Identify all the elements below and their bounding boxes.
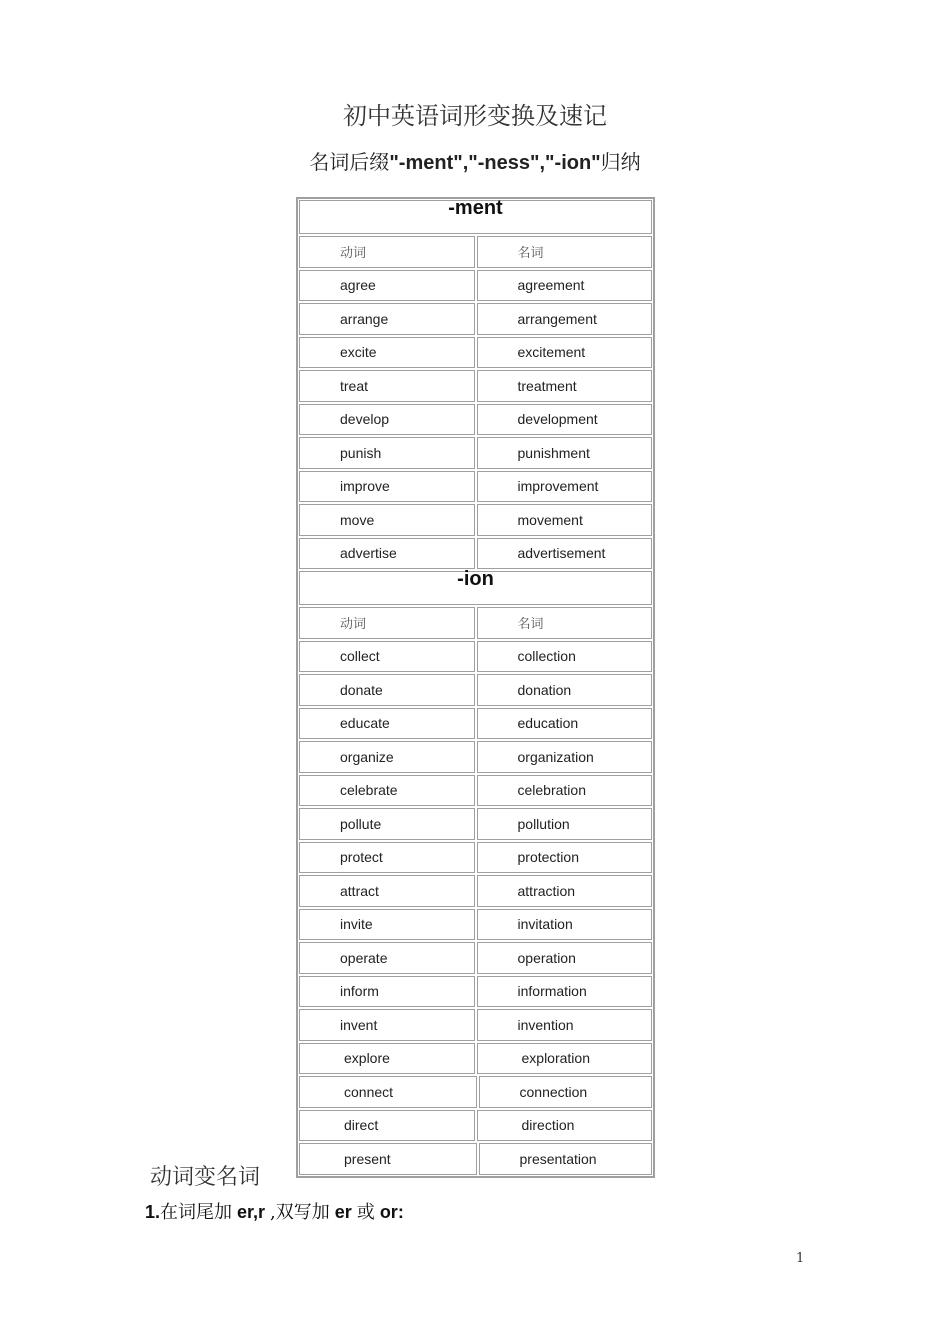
noun-cell: punishment — [477, 437, 653, 469]
noun-cell: donation — [477, 674, 653, 706]
noun-cell: information — [477, 976, 653, 1008]
table-row — [298, 1075, 653, 1109]
word-form-table — [296, 197, 655, 1178]
page-title: 初中英语词形变换及速记 — [343, 102, 607, 130]
table-row — [298, 403, 653, 437]
verb-cell: organize — [299, 741, 475, 773]
rule-text: ,双写加 — [270, 1202, 330, 1223]
subtitle-prefix: 名词后缀 — [309, 150, 390, 174]
table-header-row — [298, 606, 653, 640]
verb-cell: educate — [299, 708, 475, 740]
verb-cell: collect — [299, 641, 475, 673]
noun-cell: operation — [477, 942, 653, 974]
verb-cell: improve — [299, 471, 475, 503]
column-header-noun: 名词 — [477, 236, 653, 268]
verb-cell: present — [299, 1143, 477, 1175]
verb-cell: move — [299, 504, 475, 536]
rule-text: er — [329, 1202, 357, 1222]
noun-cell: attraction — [477, 875, 653, 907]
verb-cell: excite — [299, 337, 475, 369]
column-header-verb: 动词 — [299, 236, 475, 268]
column-header-verb: 动词 — [299, 607, 475, 639]
noun-cell: exploration — [477, 1043, 653, 1075]
table-row — [298, 369, 653, 403]
verb-cell: develop — [299, 404, 475, 436]
verb-cell: agree — [299, 270, 475, 302]
table-row — [298, 640, 653, 674]
column-header-noun: 名词 — [477, 607, 653, 639]
noun-cell: agreement — [477, 270, 653, 302]
noun-cell: collection — [477, 641, 653, 673]
verb-cell: direct — [299, 1110, 475, 1142]
verb-cell: punish — [299, 437, 475, 469]
table-row — [298, 841, 653, 875]
verb-cell: treat — [299, 370, 475, 402]
page-number: 1 — [796, 1251, 805, 1266]
noun-cell: education — [477, 708, 653, 740]
table-header-row — [298, 235, 653, 269]
rule-text: 在词尾加 — [160, 1202, 233, 1223]
table-row — [298, 807, 653, 841]
table-row — [298, 874, 653, 908]
section-heading-verb-to-noun: 动词变名词 — [150, 1165, 261, 1190]
rule-text: 或 — [356, 1202, 375, 1223]
noun-cell: direction — [477, 1110, 653, 1142]
verb-cell: inform — [299, 976, 475, 1008]
table-row — [298, 908, 653, 942]
subtitle-suffix-end: 归纳 — [600, 150, 641, 174]
verb-cell: connect — [299, 1076, 477, 1108]
verb-cell: donate — [299, 674, 475, 706]
verb-cell: invite — [299, 909, 475, 941]
rule-text: er,r — [232, 1202, 271, 1222]
verb-cell: operate — [299, 942, 475, 974]
noun-cell: organization — [477, 741, 653, 773]
section-heading-ment: -ment — [299, 200, 652, 234]
rule-line — [145, 1198, 404, 1224]
table-row — [298, 1109, 653, 1143]
table-row — [298, 436, 653, 470]
table-row — [298, 1008, 653, 1042]
verb-cell: invent — [299, 1009, 475, 1041]
noun-cell: protection — [477, 842, 653, 874]
table-row — [298, 941, 653, 975]
table-row — [298, 470, 653, 504]
table-row — [298, 673, 653, 707]
noun-cell: connection — [479, 1076, 653, 1108]
page-subtitle — [0, 146, 950, 175]
table-row — [298, 537, 653, 571]
verb-cell: protect — [299, 842, 475, 874]
table-row — [298, 774, 653, 808]
table-row — [298, 1142, 653, 1176]
noun-cell: pollution — [477, 808, 653, 840]
verb-cell: celebrate — [299, 775, 475, 807]
noun-cell: celebration — [477, 775, 653, 807]
verb-cell: attract — [299, 875, 475, 907]
verb-cell: advertise — [299, 538, 475, 570]
noun-cell: invention — [477, 1009, 653, 1041]
section-heading-ion: -ion — [299, 571, 652, 605]
table-row — [298, 707, 653, 741]
rule-text: or: — [374, 1202, 404, 1222]
noun-cell: treatment — [477, 370, 653, 402]
table-row — [298, 302, 653, 336]
subtitle-suffixes: "-ment","-ness","-ion" — [389, 152, 601, 174]
table-row — [298, 503, 653, 537]
noun-cell: presentation — [479, 1143, 653, 1175]
verb-cell: arrange — [299, 303, 475, 335]
table-row — [298, 740, 653, 774]
noun-cell: advertisement — [477, 538, 653, 570]
noun-cell: development — [477, 404, 653, 436]
table-row — [298, 1042, 653, 1076]
noun-cell: arrangement — [477, 303, 653, 335]
verb-cell: explore — [299, 1043, 475, 1075]
noun-cell: improvement — [477, 471, 653, 503]
table-row — [298, 269, 653, 303]
noun-cell: invitation — [477, 909, 653, 941]
verb-cell: pollute — [299, 808, 475, 840]
table-row — [298, 975, 653, 1009]
noun-cell: excitement — [477, 337, 653, 369]
rule-number: 1. — [145, 1202, 161, 1222]
noun-cell: movement — [477, 504, 653, 536]
table-row — [298, 336, 653, 370]
